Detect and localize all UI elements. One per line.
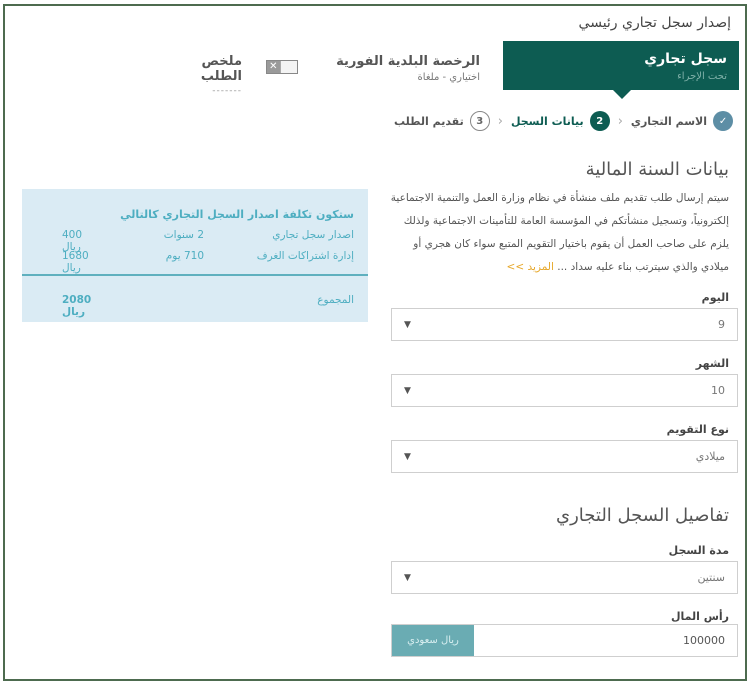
chevron-left-icon: ‹ <box>617 113 623 129</box>
cost-row <box>36 250 354 274</box>
month-label: الشهر <box>695 357 729 370</box>
currency-addon: ريال سعودي <box>392 625 474 656</box>
check-icon: ✓ <box>713 111 733 131</box>
tab-title: سجل تجاري <box>644 51 727 67</box>
calendar-type-select[interactable] <box>391 440 738 473</box>
page-title: إصدار سجل تجاري رئيسي <box>578 15 731 31</box>
month-select[interactable] <box>391 374 738 407</box>
step-number: 2 <box>590 111 610 131</box>
fiscal-description <box>384 187 729 279</box>
tab-subtitle: اختياري - ملغاة <box>417 72 480 83</box>
register-details-title: تفاصيل السجل التجاري <box>556 505 729 526</box>
dropdown-caret-icon: ▼ <box>404 385 411 396</box>
calendar-type-label: نوع التقويم <box>666 423 729 436</box>
duration-label: مدة السجل <box>668 544 729 557</box>
tab-order-summary[interactable] <box>170 54 242 96</box>
spacer <box>94 294 204 318</box>
step-number: 3 <box>470 111 490 131</box>
toggle-knob <box>280 61 297 73</box>
cost-summary-panel <box>22 189 368 322</box>
cost-item: اصدار سجل تجاري <box>272 229 354 241</box>
day-label: اليوم <box>701 291 729 304</box>
tab-municipal-license[interactable] <box>336 54 480 83</box>
select-value: 10 <box>711 384 725 397</box>
select-value: 9 <box>718 318 725 331</box>
progress-steps <box>394 111 733 131</box>
cost-period: 710 يوم <box>165 250 204 262</box>
dropdown-caret-icon: ▼ <box>404 451 411 462</box>
step-label: الاسم التجاري <box>630 114 707 128</box>
tab-commercial-register[interactable] <box>503 41 739 90</box>
municipal-license-toggle[interactable] <box>266 60 298 74</box>
active-tab-pointer <box>613 90 631 99</box>
select-value: سنتين <box>697 571 725 584</box>
description-text: سيتم إرسال طلب تقديم ملف منشأة في نظام وزارة العمل والتنمية الاجتماعية إلكترونياً، وتسجيل منشأتكم في المؤسسة العامة للتأمينات الاجتماعية ولذلك يلزم على صاحب العمل أن يقوم باختيار التقويم المتبع سواء كان هجري أو ميلادي والذي سيترتب بناء عليه سداد ... <box>390 192 729 273</box>
select-value: ميلادي <box>695 450 725 463</box>
tab-title: ملخص الطلب <box>200 54 242 84</box>
tab-subtitle: تحت الإجراء <box>677 71 727 82</box>
step-submit-request[interactable] <box>394 111 490 131</box>
day-select[interactable] <box>391 308 738 341</box>
cost-divider <box>22 274 368 276</box>
capital-input[interactable]: 100000 <box>683 634 725 647</box>
step-register-data[interactable] <box>511 111 610 131</box>
tab-title: الرخصة البلدية الفورية <box>336 54 480 69</box>
dropdown-caret-icon: ▼ <box>404 319 411 330</box>
more-link[interactable]: المزيد >> <box>506 261 554 273</box>
close-icon: ✕ <box>267 61 280 73</box>
capital-label: رأس المال <box>670 610 729 623</box>
total-label: المجموع <box>317 294 354 306</box>
cost-period: 2 سنوات <box>163 229 204 241</box>
step-label: تقديم الطلب <box>393 114 464 128</box>
cost-total-row <box>36 294 354 318</box>
step-label: بيانات السجل <box>510 114 584 128</box>
cost-amount: 1680 ريال <box>62 250 89 274</box>
capital-input-group <box>391 624 738 657</box>
dropdown-caret-icon: ▼ <box>404 572 411 583</box>
cost-amount: 400 ريال <box>62 229 83 253</box>
step-trade-name[interactable] <box>631 111 733 131</box>
window-frame <box>3 4 747 681</box>
chevron-left-icon: ‹ <box>497 113 503 129</box>
tab-subtitle: ------- <box>212 86 242 96</box>
duration-select[interactable] <box>391 561 738 594</box>
fiscal-year-title: بيانات السنة المالية <box>585 159 729 180</box>
total-amount: 2080 ريال <box>62 294 92 318</box>
cost-heading: ستكون تكلفة اصدار السجل التجاري كالتالي <box>120 208 354 221</box>
cost-item: إدارة اشتراكات الغرف <box>256 250 354 262</box>
